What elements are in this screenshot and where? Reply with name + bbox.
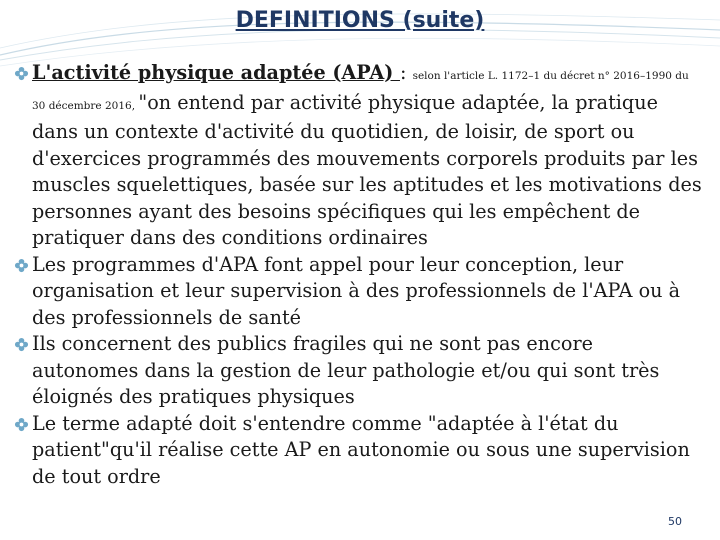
apa-text: "on entend par activité physique adaptée, la pratique dans un contexte d'activité du quotidien, de loisir, de sport ou d'exercices programmés des mouvements corporels produits par les muscles squelettiques, basée sur les aptitudes et les motivations des personnes ayant des besoins spécifiques qui les empêchent de pratiquer dans des conditions ordinaires: [32, 90, 702, 249]
flower-bullet-icon: [14, 411, 32, 437]
apa-term: L'activité physique adaptée (APA): [32, 61, 400, 84]
flower-bullet-icon: [14, 331, 32, 357]
apa-colon: :: [399, 61, 413, 84]
bullet-programmes: [14, 252, 704, 332]
slide-number: 50: [668, 515, 682, 528]
slide-content: [14, 60, 704, 490]
flower-bullet-icon: [14, 252, 32, 278]
bullet-publics: [14, 331, 704, 411]
bullet-apa-definition: [14, 60, 704, 252]
programmes-text: Les programmes d'APA font appel pour leur conception, leur organisation et leur supervision à des professionnels de l'APA ou à des professionnels de santé: [32, 252, 681, 329]
bullet-terme-adapte: [14, 411, 704, 491]
flower-bullet-icon: [14, 60, 32, 86]
terme-adapte-text: Le terme adapté doit s'entendre comme "adaptée à l'état du patient"qu'il réalise cette AP en autonomie ou sous une supervision de tout ordre: [32, 411, 690, 488]
page-title: DEFINITIONS (suite): [235, 8, 485, 33]
publics-text: Ils concernent des publics fragiles qui ne sont pas encore autonomes dans la gestion de leur pathologie et/ou qui sont très éloignés des pratiques physiques: [32, 332, 660, 408]
apa-source: selon l'article L. 1172–1 du décret n° 2016–1990 du 30 décembre 2016,: [32, 70, 689, 112]
